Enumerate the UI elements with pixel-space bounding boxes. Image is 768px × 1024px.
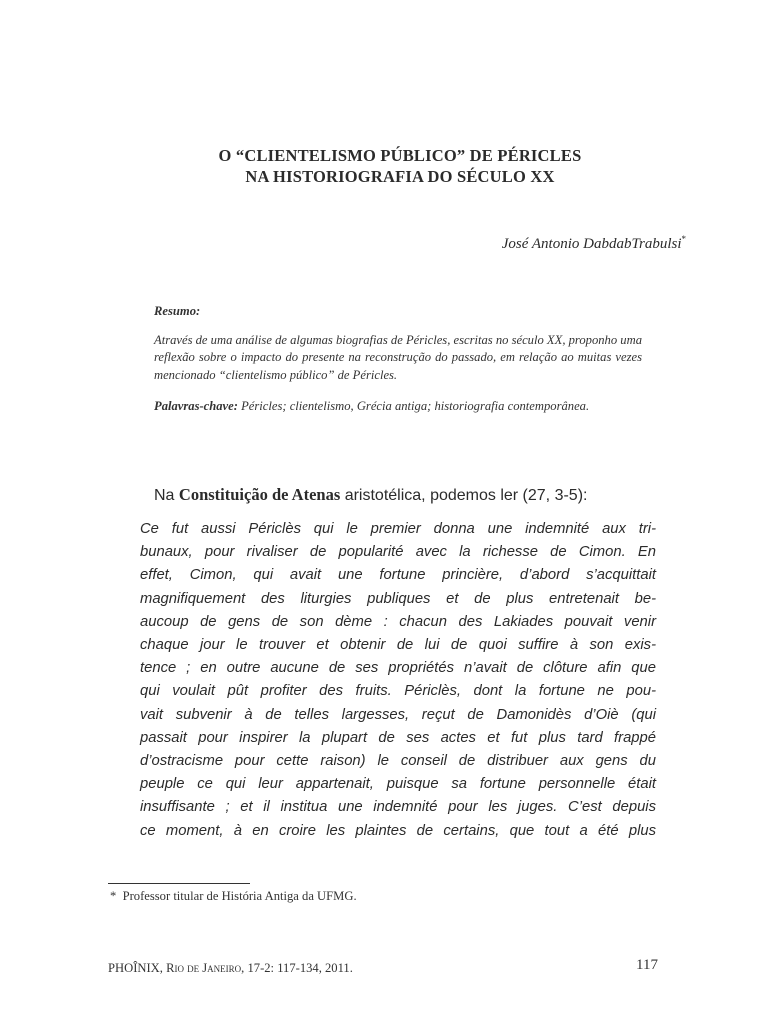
abstract-block [154,303,642,416]
footnote [110,889,357,904]
keywords [154,398,642,416]
intro-bold-title: Constituição de Atenas [178,485,341,504]
quote-line: chaque jour le trouver et obtenir de lui de quoi suffire à son exis- [140,637,656,654]
quote-line: d’ostracisme pour cette raison) le conseil de distribuer aux gens du [140,753,656,770]
title-line-2: NA HISTORIOGRAFIA DO SÉCULO XX [245,167,555,186]
keywords-text: Péricles; clientelismo, Grécia antiga; historiografia contemporânea. [237,399,590,413]
intro-paragraph [154,485,654,505]
footnote-mark: * [110,889,117,903]
quote-line: bunaux, pour rivaliser de popularité avec la richesse de Cimon. En [140,544,656,561]
article-title [0,145,768,187]
page-number: 117 [636,957,658,973]
quote-line: aucoup de gens de son dème : chacun des Lakiades pouvait venir [140,613,656,630]
intro-prefix: Na [154,487,179,504]
abstract-heading: Resumo: [154,304,201,318]
title-line-1: O “CLIENTELISMO PÚBLICO” DE PÉRICLES [218,146,582,165]
journal-volume: , 17-2: 117-134, 2011. [241,961,353,975]
author-text: José Antonio DabdabTrabulsi [501,236,682,252]
author-footnote-mark: * [681,234,686,244]
journal-citation [108,961,353,976]
quote-line: magnifiquement des liturgies publiques et de plus entretenait be- [140,590,656,607]
journal-place: Rio de Janeiro [166,961,242,975]
quote-line: tence ; en outre aucune de ses propriétés n’avait de clôture afin que [140,660,656,677]
quote-line: peuple ce qui leur appartenait, puisque sa fortune personnelle était [140,776,656,793]
quote-line: insuffisante ; et il institua une indemnité pour les juges. C’est depuis [140,799,656,816]
block-quote [140,518,656,843]
quote-line: Ce fut aussi Périclès qui le premier donna une indemnité aux tri- [140,521,656,537]
keywords-label: Palavras-chave: [154,399,238,413]
quote-line: effet, Cimon, qui avait une fortune princière, d’abord s’acquittait [140,567,656,584]
footnote-rule [108,883,250,884]
footnote-text: Professor titular de História Antiga da UFMG. [122,889,357,903]
quote-line: qui voulait pût profiter des fruits. Périclès, dont la fortune ne pou- [140,683,656,700]
intro-suffix: aristotélica, podemos ler (27, 3-5): [340,487,588,504]
quote-line: vait subvenir à de telles largesses, reçut de Damonidès d’Oiè (qui [140,706,656,723]
quote-line: ce moment, à en croire les plaintes de certains, que tout a été plus [140,822,656,839]
abstract-body: Através de uma análise de algumas biografias de Péricles, escritas no século XX, proponho uma reflexão sobre o impacto do presente na reconstrução do passado, em relação ao muitas vezes mencionado “clientelismo público” de Péricles. [154,332,642,382]
journal-name: PHOÎNIX, [108,961,167,975]
author-name [502,234,686,253]
quote-line: passait pour inspirer la plupart de ses actes et fut plus tard frappé [140,729,656,746]
